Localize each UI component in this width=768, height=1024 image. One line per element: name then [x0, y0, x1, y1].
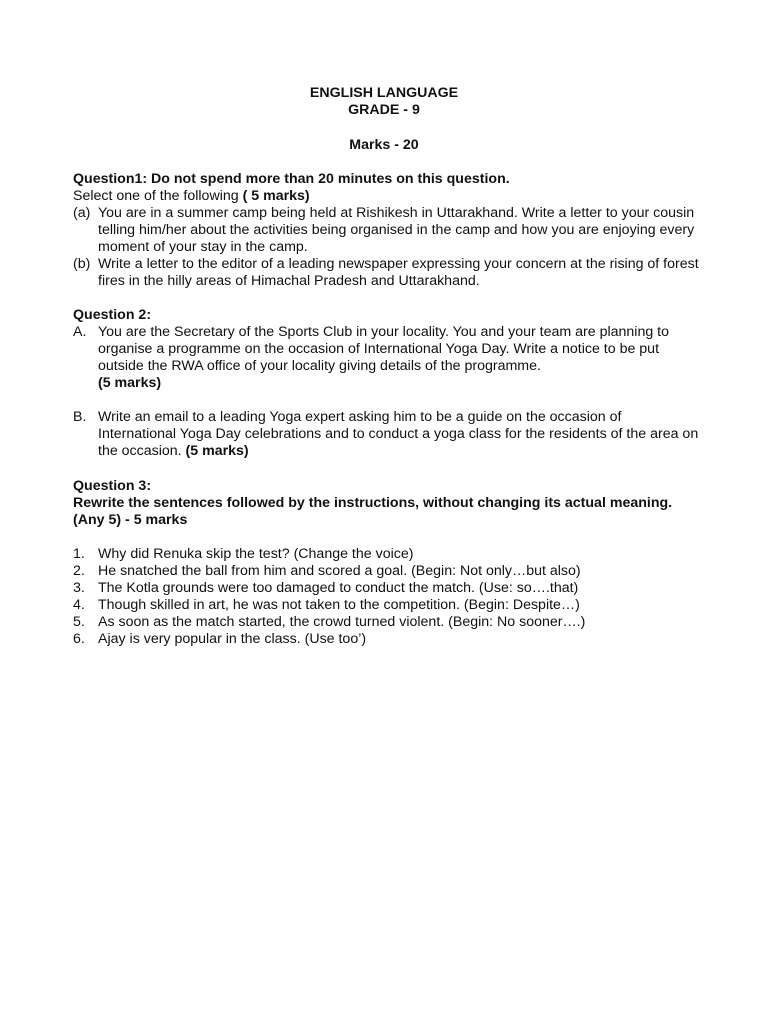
item-text: The Kotla grounds were too damaged to conduct the match. (Use: so….that)	[98, 580, 579, 596]
question-3-list	[73, 546, 703, 648]
question-1-option-a	[73, 205, 703, 256]
option-marker: (a)	[73, 205, 91, 221]
part-marks: (5 marks)	[98, 375, 162, 391]
question-3-title: Question 3:	[73, 478, 152, 494]
item-number: 3.	[73, 580, 85, 596]
question-2-part-b	[73, 409, 703, 460]
item-number: 5.	[73, 614, 85, 630]
option-text: Write a letter to the editor of a leading newspaper expressing your concern at the rising of forest fires in the hilly areas of Himachal Pradesh and Uttarakhand.	[98, 256, 699, 289]
question-2	[73, 307, 703, 392]
list-item	[73, 631, 703, 648]
subject-title: ENGLISH LANGUAGE	[309, 85, 459, 101]
part-marker: A.	[73, 324, 87, 340]
total-marks: Marks - 20	[349, 137, 419, 153]
list-item	[73, 546, 703, 563]
question-3-subtitle: Rewrite the sentences followed by the instructions, without changing its actual meaning. (Any 5) - 5 marks	[73, 495, 673, 528]
part-text: You are the Secretary of the Sports Club in your locality. You and your team are planning to organise a programme on the occasion of International Yoga Day. Write a notice to be put outside the RWA office of your locality giving details of the programme.	[98, 324, 670, 374]
list-item	[73, 597, 703, 614]
question-2-part-a	[73, 324, 703, 392]
question-1-title: Question1: Do not spend more than 20 minutes on this question.	[73, 171, 510, 187]
part-marks: (5 marks)	[185, 443, 249, 459]
question-3	[73, 478, 703, 529]
part-text: Write an email to a leading Yoga expert asking him to be a guide on the occasion of International Yoga Day celebrations and to conduct a yoga class for the residents of the area on the occasion.	[98, 409, 699, 459]
question-1-instruction-marks: ( 5 marks)	[242, 188, 310, 204]
part-marker: B.	[73, 409, 87, 425]
list-item	[73, 563, 703, 580]
question-1-instruction	[73, 188, 703, 205]
item-text: He snatched the ball from him and scored a goal. (Begin: Not only…but also)	[98, 563, 581, 579]
item-number: 4.	[73, 597, 85, 613]
grade-title: GRADE - 9	[348, 102, 420, 118]
question-2-part-b-block	[73, 409, 703, 460]
question-1-option-b	[73, 256, 703, 290]
item-text: Why did Renuka skip the test? (Change the voice)	[98, 546, 414, 562]
item-number: 6.	[73, 631, 85, 647]
option-marker: (b)	[73, 256, 91, 272]
question-2-title: Question 2:	[73, 307, 152, 323]
item-text: Though skilled in art, he was not taken to the competition. (Begin: Despite…)	[98, 597, 580, 613]
item-number: 2.	[73, 563, 85, 579]
item-text: Ajay is very popular in the class. (Use too’)	[98, 631, 367, 647]
list-item	[73, 580, 703, 597]
option-text: You are in a summer camp being held at Rishikesh in Uttarakhand. Write a letter to your cousin telling him/her about the activities being organised in the camp and how you are enjoying every moment of your stay in the camp.	[98, 205, 695, 255]
list-item	[73, 614, 703, 631]
question-1-instruction-text: Select one of the following	[73, 188, 243, 204]
item-text: As soon as the match started, the crowd turned violent. (Begin: No sooner….)	[98, 614, 586, 630]
item-number: 1.	[73, 546, 85, 562]
question-1	[73, 171, 703, 290]
